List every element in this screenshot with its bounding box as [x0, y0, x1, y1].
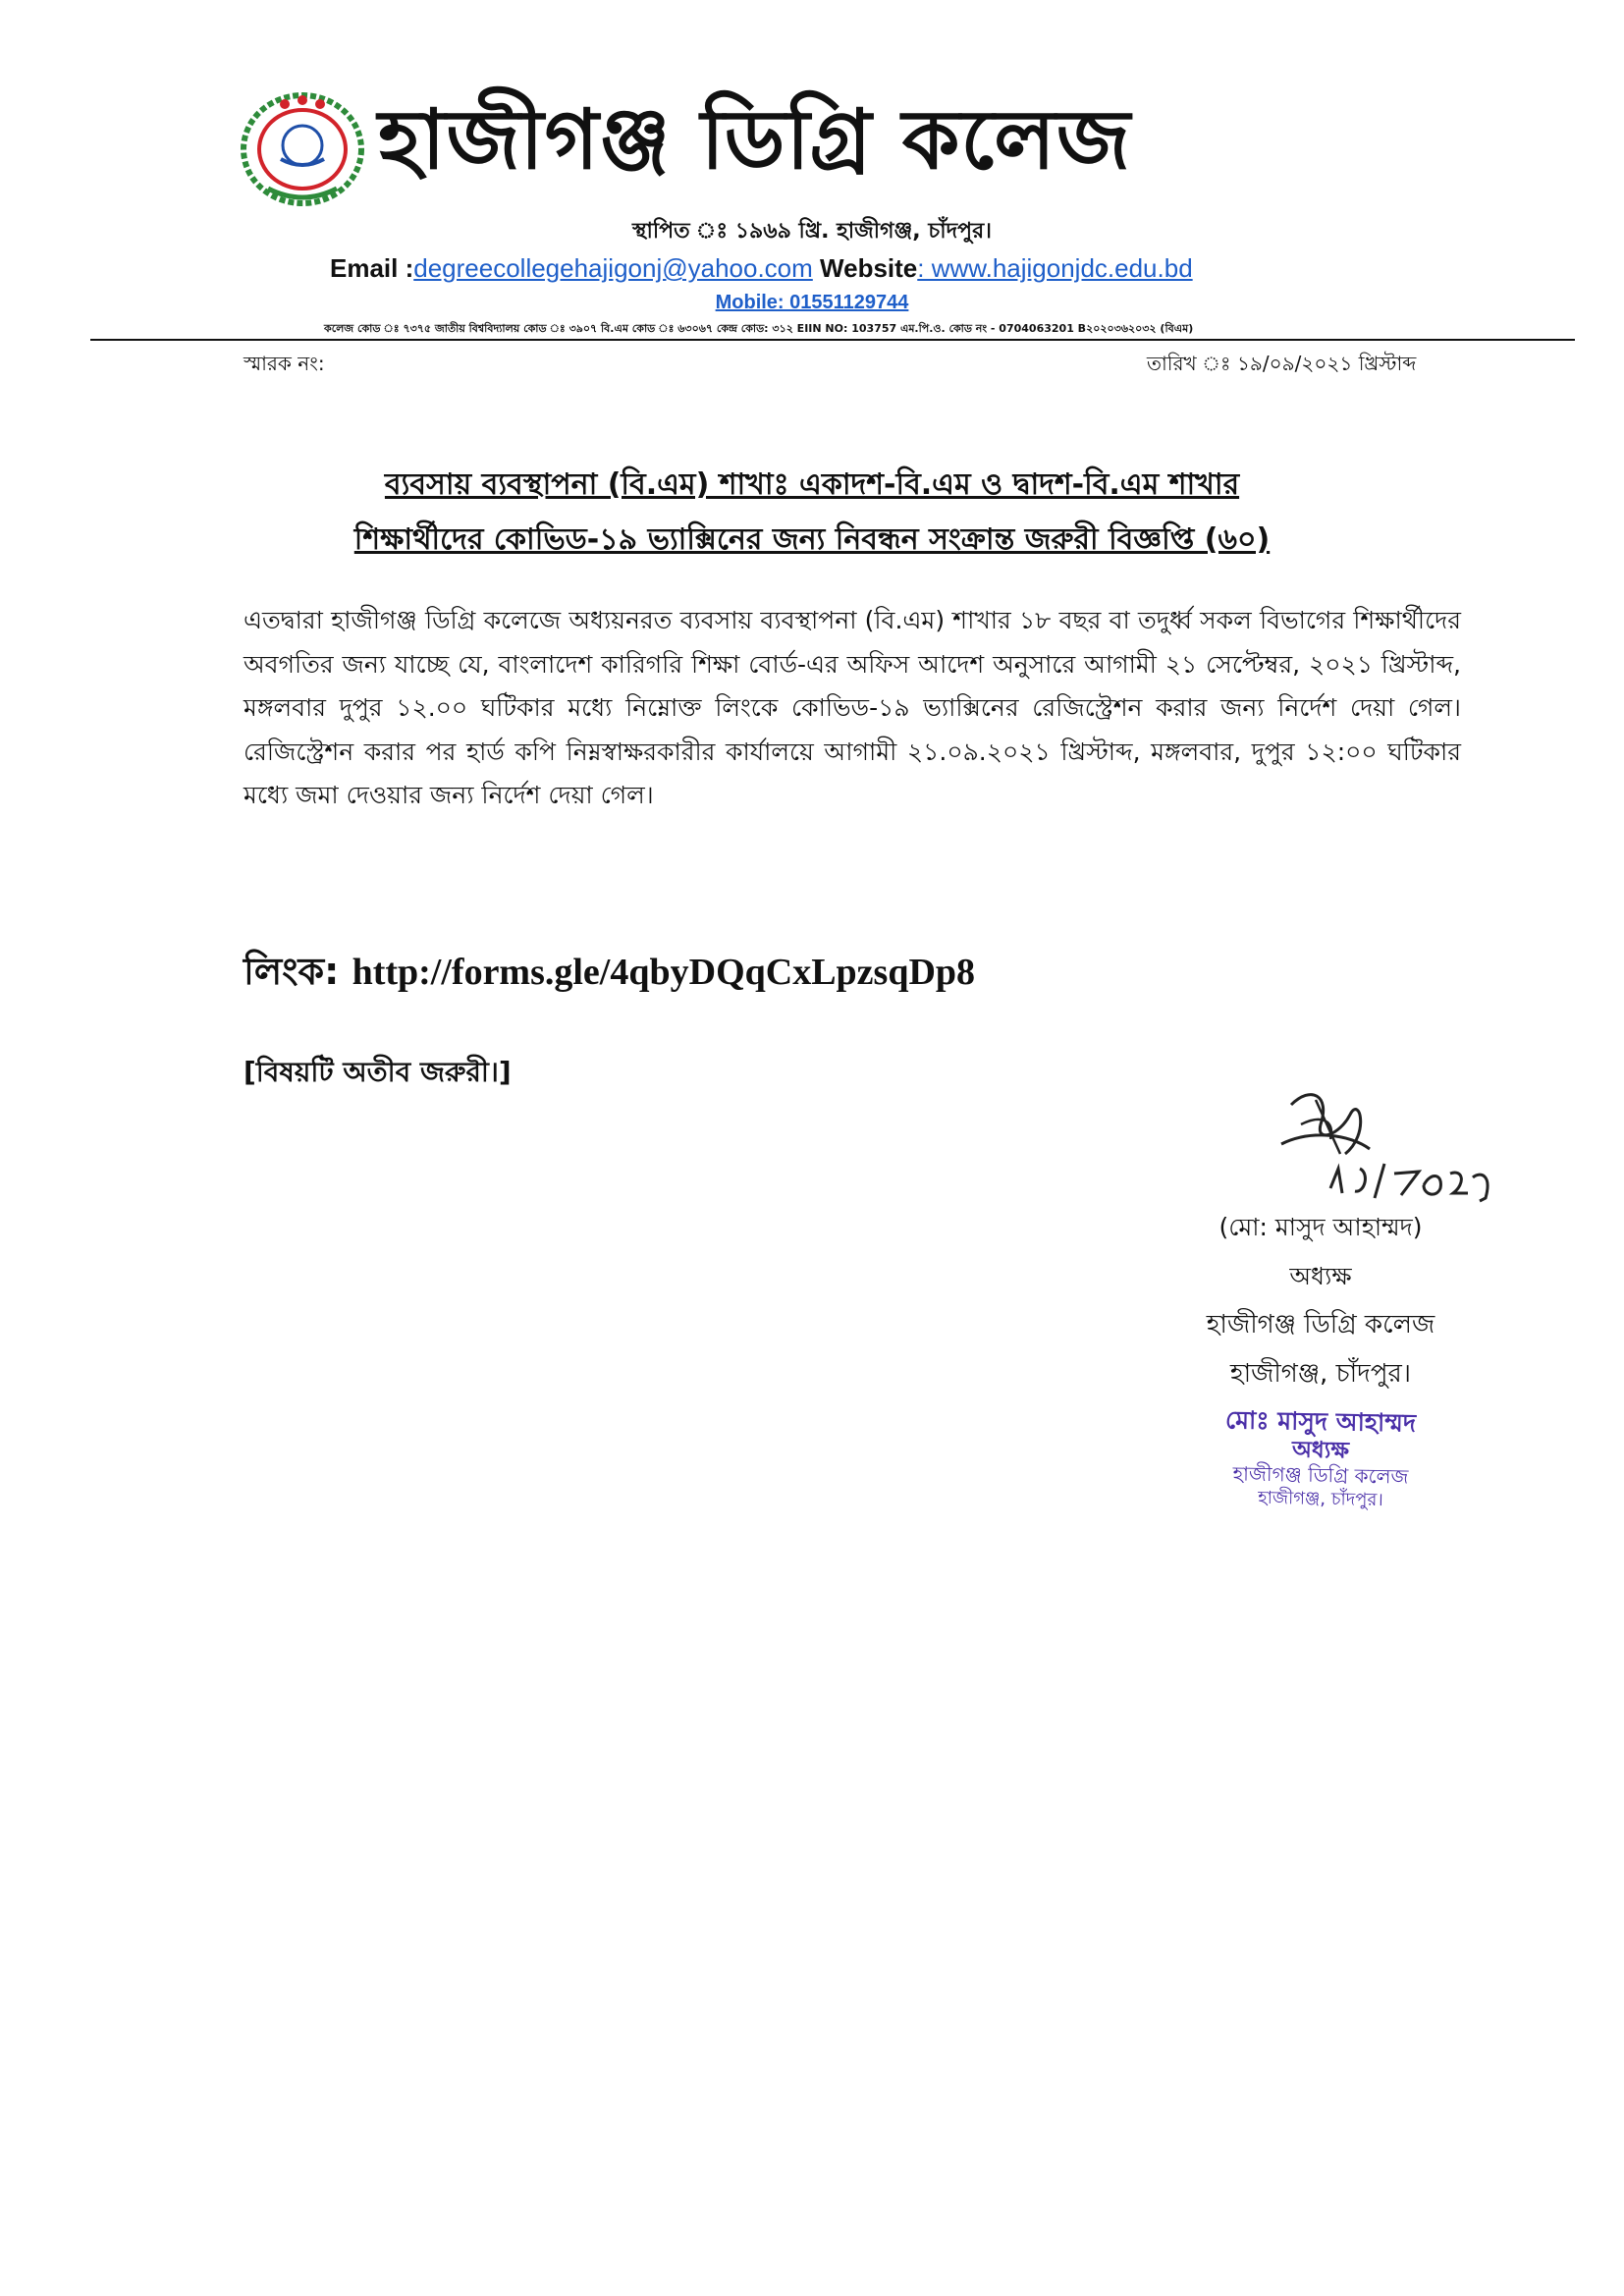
notice-title-line-2: শিক্ষার্থীদের কোভিড-১৯ ভ্যাক্সিনের জন্য নিবন্ধন সংক্রান্ত জরুরী বিজ্ঞপ্তি (৬০) [353, 522, 1271, 557]
signatory-name: (মো: মাসুদ আহাম্মদ) [1218, 1213, 1423, 1241]
notice-body: এতদ্বারা হাজীগঞ্জ ডিগ্রি কলেজে অধ্যয়নরত ব্যবসায় ব্যবস্থাপনা (বি.এম) শাখার ১৮ বছর বা তদুর্ধ্ব সকল বিভাগের শিক্ষার্থীদের অবগতির জন্য যাচ্ছে যে, বাংলাদেশ কারিগরি শিক্ষা বোর্ড-এর অফিস আদেশ অনুসারে আগামী ২১ সেপ্টেম্বর, ২০২১ খ্রিস্টাব্দ, মঙ্গলবার দুপুর ১২.০০ ঘটিকার মধ্যে নিম্নোক্ত লিংকে কোভিড-১৯ ভ্যাক্সিনের রেজিস্ট্রেশন করার জন্য নির্দেশ দেয়া গেল। রেজিস্ট্রেশন করার পর হার্ড কপি নিম্নস্বাক্ষরকারীর কার্যালয়ে আগামী ২১.০৯.২০২১ খ্রিস্টাব্দ, মঙ্গলবার, দুপুর ১২:০০ ঘটিকার মধ্যে জমা দেওয়ার জন্য নির্দেশ দেয়া গেল। [244, 606, 1461, 809]
college-name: হাজীগঞ্জ ডিগ্রি কলেজ [378, 91, 1132, 188]
stamp-address: হাজীগঞ্জ, চাঁদপুর। [1258, 1487, 1383, 1511]
signatory-address: হাজীগঞ্জ, চাঁদপুর। [1229, 1359, 1412, 1389]
registration-link[interactable]: http://forms.gle/4qbyDQqCxLpzsqDp8 [352, 952, 976, 993]
registration-link-line [244, 943, 975, 1006]
header-divider [90, 339, 1575, 341]
signatory-title: অধ্যক্ষ [1289, 1262, 1352, 1290]
college-logo [234, 90, 371, 208]
stamp-title: অধ্যক্ষ [1291, 1437, 1350, 1464]
established-line: স্থাপিত ঃ ১৯৬৯ খ্রি. হাজীগঞ্জ, চাঁদপুর। [631, 219, 993, 244]
link-label: লিংক: [244, 950, 352, 993]
stamp-college: হাজীগঞ্জ ডিগ্রি কলেজ [1232, 1461, 1409, 1489]
email-label: Email : [330, 253, 414, 283]
notice-date: তারিখ ঃ ১৯/০৯/২০২১ খ্রিস্টাব্দ [1147, 352, 1417, 375]
website-link[interactable]: : www.hajigonjdc.edu.bd [917, 253, 1193, 283]
notice-title [0, 458, 1624, 568]
signatory-college: হাজীগঞ্জ ডিগ্রি কলেজ [1206, 1310, 1435, 1339]
email-link[interactable]: degreecollegehajigonj@yahoo.com [413, 253, 813, 283]
website-label: Website [812, 253, 918, 283]
stamp-name: মোঃ মাসুদ আহাম্মদ [1224, 1405, 1417, 1438]
mobile-number: Mobile: 01551129744 [715, 292, 909, 313]
urgent-note: [বিষয়টি অতীব জরুরী।] [244, 1056, 512, 1088]
institution-codes: কলেজ কোড ঃ ৭৩৭৫ জাতীয় বিশ্ববিদ্যালয় কোড ঃ ৩৯০৭ বি.এম কোড ঃ ৬৩০৬৭ কেন্দ্র কোড: ৩১২ EIIN NO: 103757 এম.পি.ও. কোড নং - 0704063201 B২০২০৩৬২০৩২ (বিএম) [324, 322, 1194, 335]
contact-line [330, 253, 1193, 284]
notice-title-line-1: ব্যবসায় ব্যবস্থাপনা (বি.এম) শাখাঃ একাদশ-বি.এম ও দ্বাদশ-বি.এম শাখার [384, 467, 1240, 502]
memo-number-label: স্মারক নং: [244, 352, 325, 375]
